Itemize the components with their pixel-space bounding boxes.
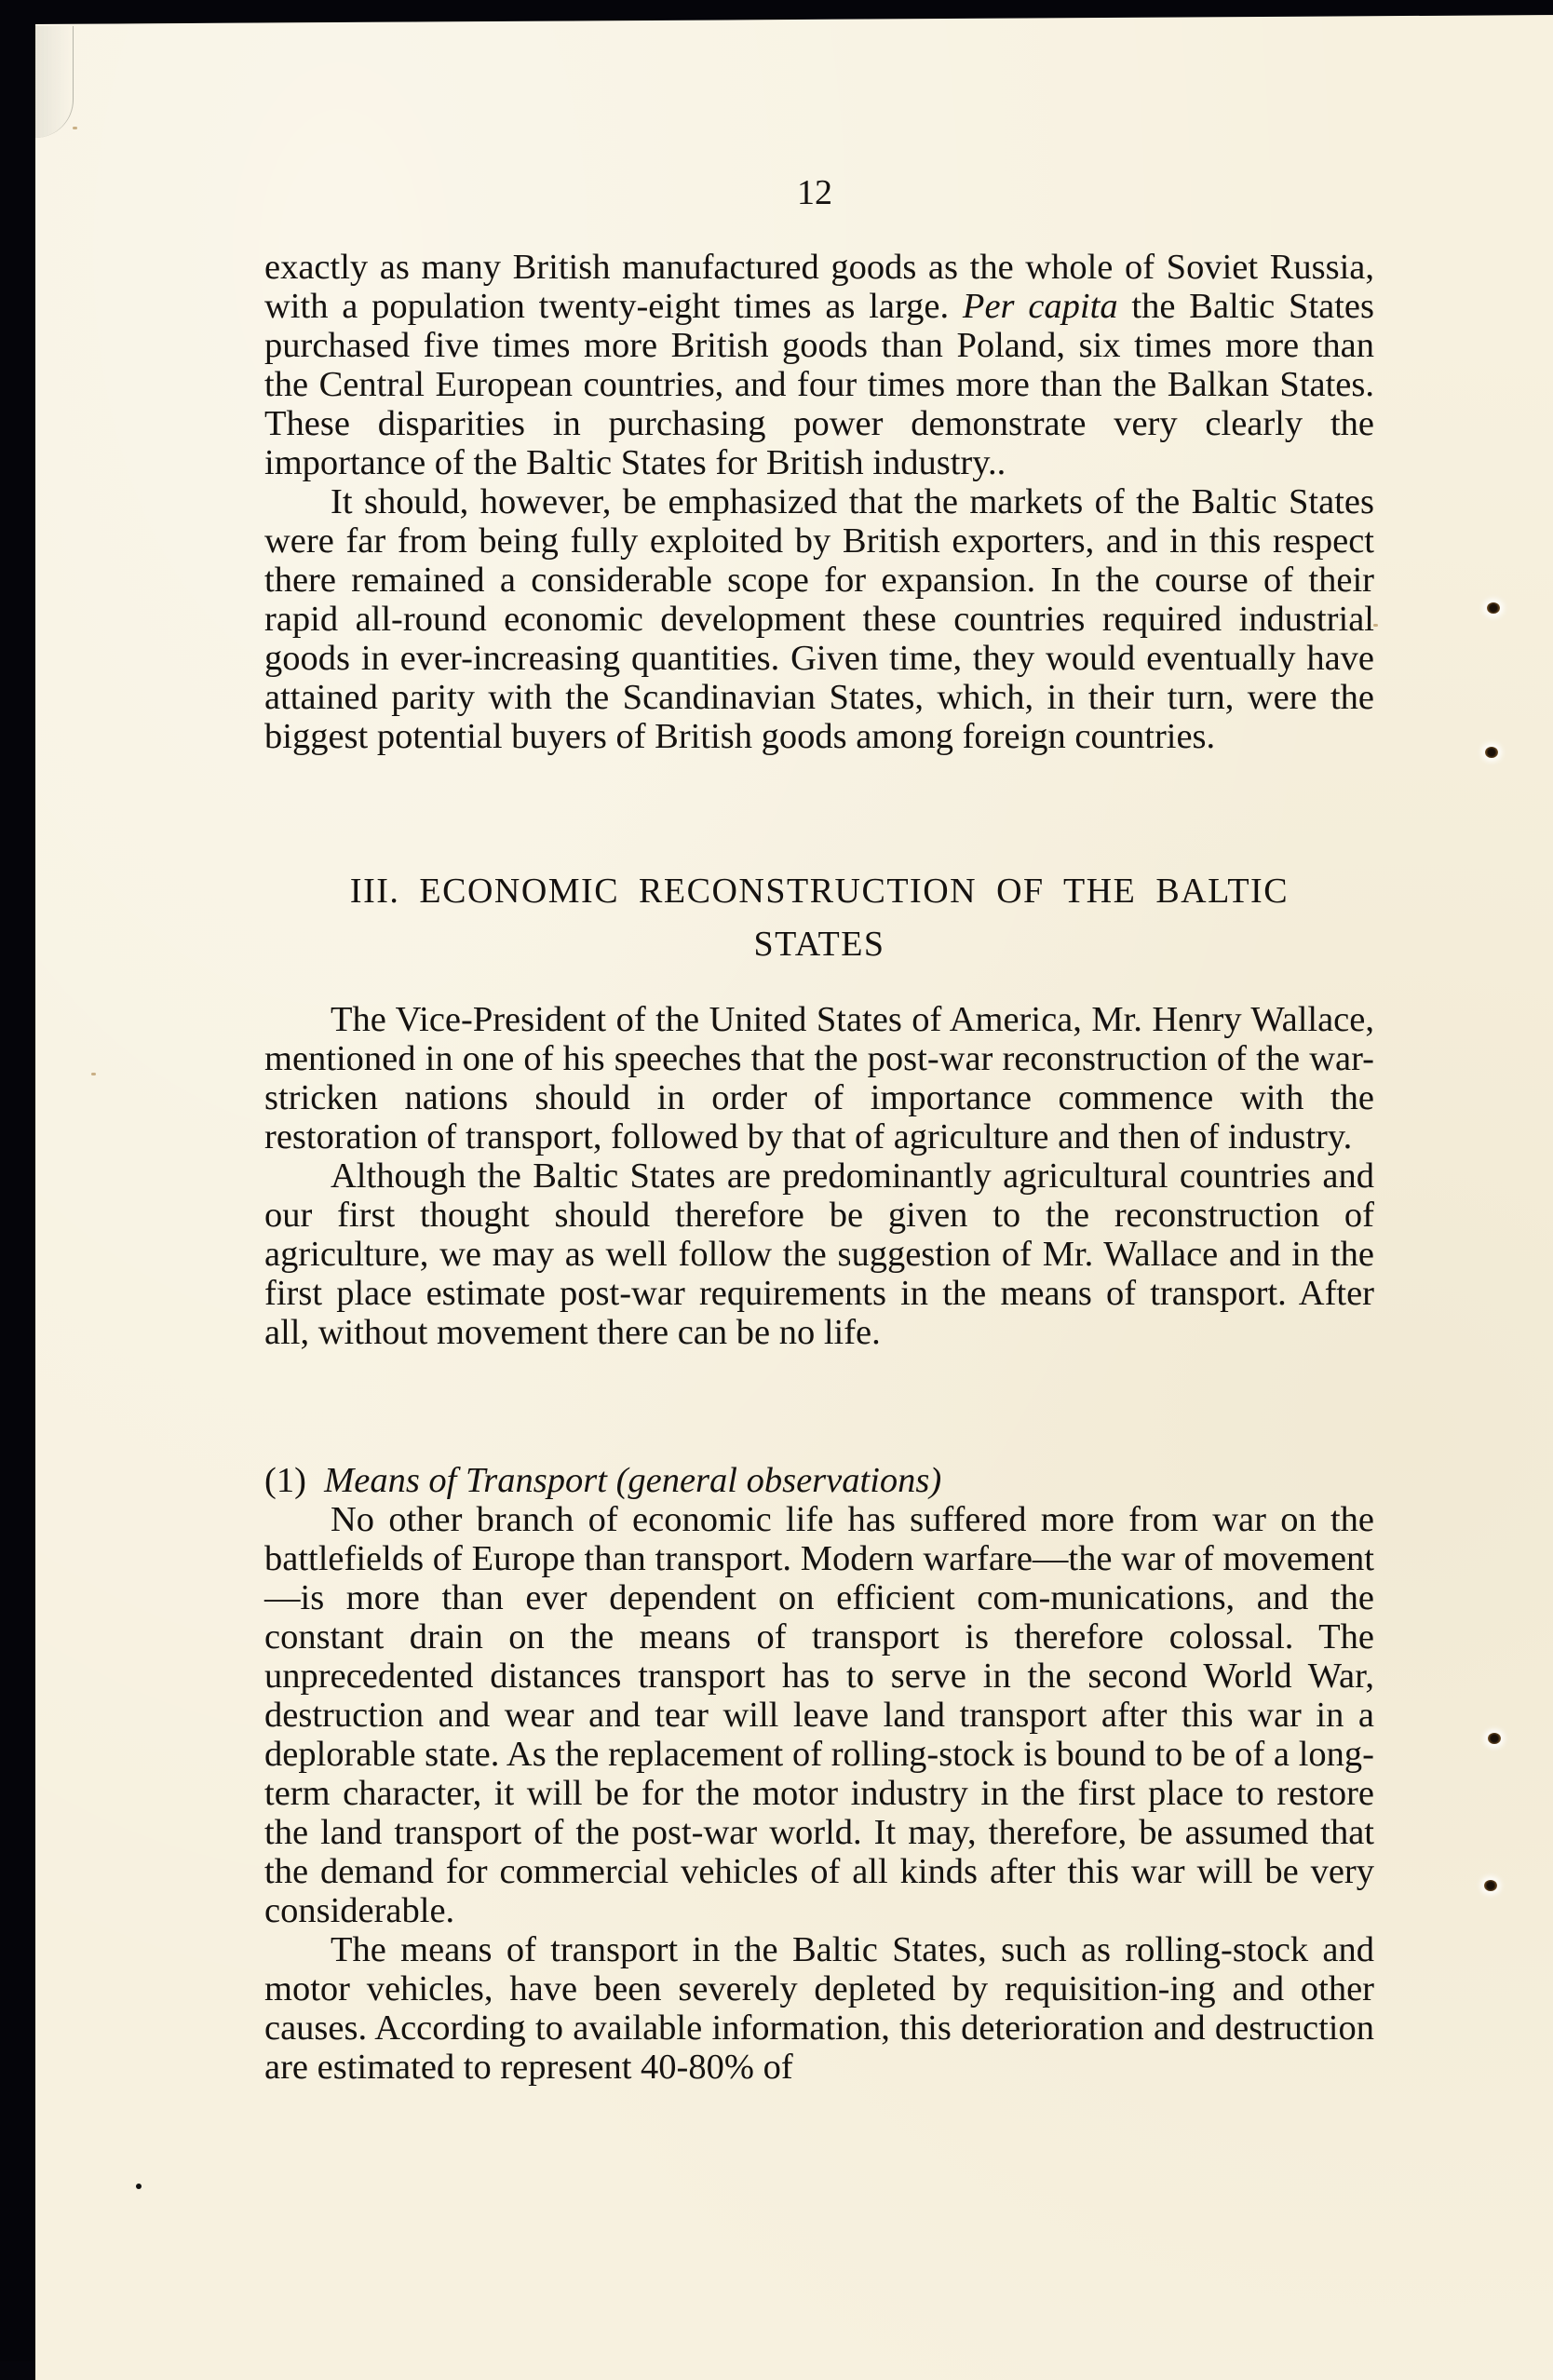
subsection-subtitle: (general observations) <box>615 1461 942 1500</box>
page-number: 12 <box>797 173 832 212</box>
body-text-block-3 <box>264 1500 1374 2087</box>
paper-speck <box>136 2184 142 2189</box>
paragraph: The means of transport in the Baltic States, such as rolling-stock and motor vehicles, have been severely depleted by requisition-ing and other causes. According to available information, this deterioration and destruction are estimated to represent 40-80% of <box>264 1930 1374 2087</box>
section-heading-line-1: III. ECONOMIC RECONSTRUCTION OF THE BALTIC <box>349 872 1290 911</box>
paragraph: Although the Baltic States are predominantly agricultural countries and our first thought should therefore be given to the reconstruction of agriculture, we may as well follow the suggestion of Mr. Wallace and in the first place estimate post-war requirements in the means of transport. After all, without movement there can be no life. <box>264 1156 1374 1352</box>
subsection-title: Means of Transport <box>324 1461 607 1500</box>
italic-phrase: Per capita <box>962 287 1118 326</box>
paper-speck <box>73 127 77 129</box>
paragraph: exactly as many British manufactured goods as the whole of Soviet Russia, with a population twenty-eight times as large. Per capita the Baltic States purchased five times more British goods than Poland, six times more than the Central European countries, and four times more than the Balkan States. These disparities in purchasing power demonstrate very clearly the importance of the Baltic States for British industry.. <box>264 248 1374 482</box>
body-text-block-1 <box>264 248 1374 756</box>
binding-hole-icon <box>1487 602 1500 614</box>
paragraph: It should, however, be emphasized that the markets of the Baltic States were far from being fully exploited by British exporters, and in this respect there remained a considerable scope for expansion. In the course of their rapid all-round economic development these countries required industrial goods in ever-increasing quantities. Given time, they would eventually have attained parity with the Scandinavian States, which, in their turn, were the biggest potential buyers of British goods among foreign countries. <box>264 482 1374 756</box>
subsection-heading <box>264 1461 941 1500</box>
binding-hole-icon <box>1488 1733 1501 1744</box>
section-heading <box>264 865 1374 971</box>
binding-hole-icon <box>1485 747 1498 758</box>
binding-hole-icon <box>1484 1880 1497 1891</box>
paper-speck <box>91 1073 96 1075</box>
section-heading-line-2: STATES <box>753 925 885 964</box>
subsection-number: (1) <box>264 1461 306 1500</box>
body-text-block-2 <box>264 1000 1374 1352</box>
paragraph: No other branch of economic life has suffered more from war on the battlefields of Europe than transport. Modern warfare—the war of movement—is more than ever dependent on efficient com-munications, and the constant drain on the means of transport is therefore colossal. The unprecedented distances transport has to serve in the second World War, destruction and wear and tear will leave land transport after this war in a deplorable state. As the replacement of rolling-stock is bound to be of a long-term character, it will be for the motor industry in the first place to restore the land transport of the post-war world. It may, therefore, be assumed that the demand for commercial vehicles of all kinds after this war will be very considerable. <box>264 1500 1374 1930</box>
paragraph: The Vice-President of the United States of America, Mr. Henry Wallace, mentioned in one of his speeches that the post-war reconstruction of the war-stricken nations should in order of importance commence with the restoration of transport, followed by that of agriculture and then of industry. <box>264 1000 1374 1156</box>
